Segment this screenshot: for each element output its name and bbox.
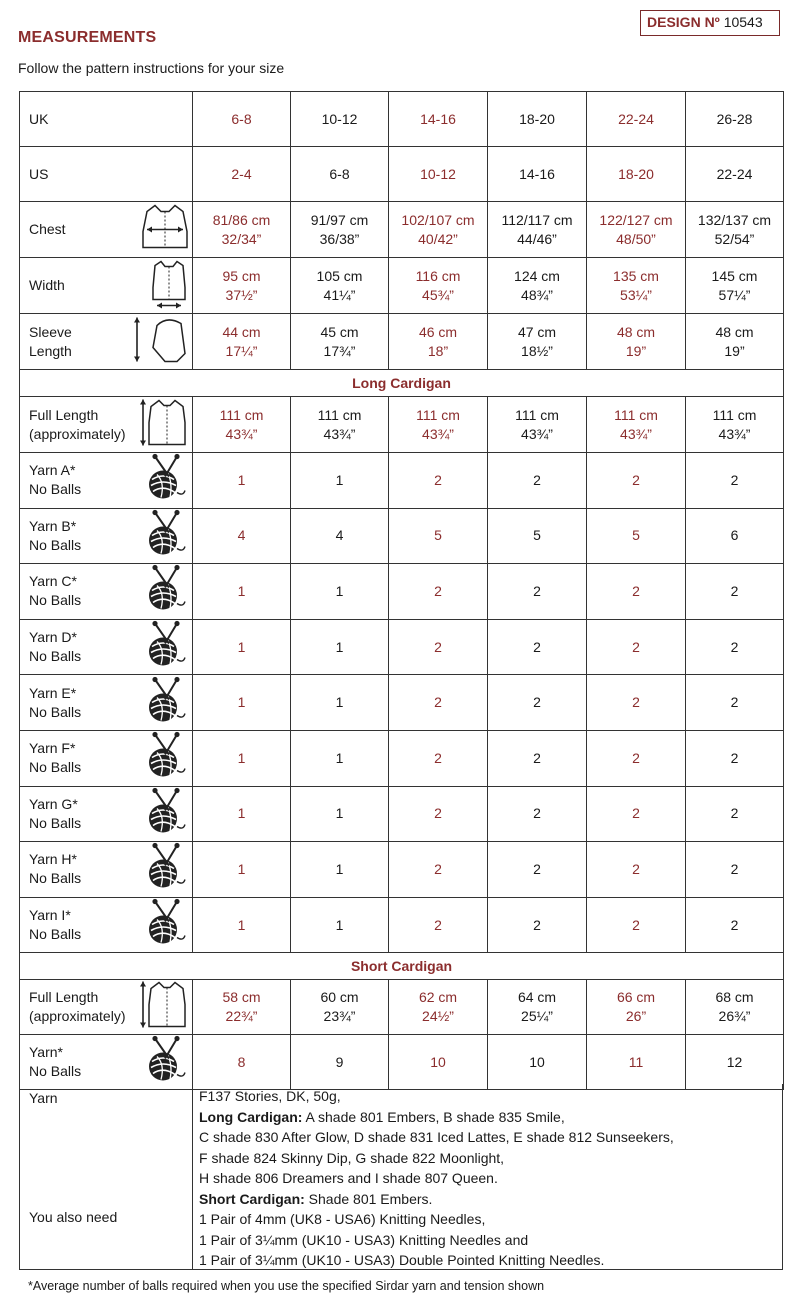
value-inches: 26¾” (718, 1008, 751, 1025)
measurement-cell (686, 980, 784, 1035)
size-value: 1 (291, 675, 389, 731)
us-size-row (20, 147, 784, 202)
value-cm: 111 cm (317, 406, 362, 423)
shades-line: H shade 806 Dreamers and I shade 807 Queen. (199, 1170, 498, 1186)
row-label-text: Yarn D* (29, 629, 77, 646)
row-label (20, 92, 193, 147)
full-length-icon (137, 979, 189, 1036)
yarn-row (20, 508, 784, 564)
yarn-ball-icon (143, 453, 189, 508)
size-value: 2 (587, 675, 686, 731)
value-inches: 18” (427, 342, 449, 359)
yarn-row (20, 675, 784, 731)
size-value: 6-8 (193, 92, 291, 147)
value-cm: 116 cm (415, 267, 461, 284)
row-label-text: Yarn C* (29, 573, 77, 590)
size-value: 5 (587, 508, 686, 564)
row-label (20, 1035, 193, 1090)
size-value: 2 (389, 453, 488, 509)
size-value: 2 (488, 619, 587, 675)
value-cm: 45 cm (320, 323, 359, 340)
value-cm: 91/97 cm (310, 211, 369, 228)
size-value: 2 (488, 897, 587, 953)
value-inches: 25¼” (521, 1008, 553, 1025)
short-full-length-row (20, 980, 784, 1035)
measurement-cell (587, 202, 686, 258)
short-yarn-row (20, 1035, 784, 1090)
design-number: 10543 (723, 14, 763, 30)
row-label (20, 258, 193, 314)
measurement-cell (291, 202, 389, 258)
yarn-ball-icon (143, 898, 189, 953)
yarn-row (20, 730, 784, 786)
chest-measure-icon (141, 201, 189, 258)
measurement-cell (193, 258, 291, 314)
size-value: 1 (193, 564, 291, 620)
row-label-text: No Balls (29, 592, 82, 609)
yarn-ball-icon (143, 675, 189, 730)
row-label (20, 397, 193, 453)
footnote: *Average number of balls required when you use the specified Sirdar yarn and tension shown (28, 1279, 545, 1293)
value-cm: 66 cm (616, 989, 656, 1006)
yarn-ball-icon (143, 731, 189, 786)
yarn-ball-icon (143, 786, 189, 841)
row-label-text: Sleeve (29, 323, 72, 340)
row-label-text: Yarn E* (29, 684, 77, 701)
measurement-cell (587, 397, 686, 453)
measurement-cell (488, 397, 587, 453)
value-inches: 48/50” (616, 230, 656, 247)
row-label-text: UK (29, 110, 49, 127)
size-value: 1 (193, 842, 291, 898)
row-label-text: Yarn A* (29, 462, 76, 479)
size-value: 1 (291, 453, 389, 509)
page-subtitle: Follow the pattern instructions for your size (18, 60, 285, 76)
row-label-text: Width (29, 277, 65, 294)
value-inches: 17¼” (225, 342, 258, 359)
value-inches: 19” (724, 342, 745, 359)
measurements-table (19, 91, 784, 1090)
value-cm: 62 cm (418, 989, 458, 1006)
sleeve-row (20, 314, 784, 370)
size-value: 2 (686, 897, 784, 953)
value-inches: 43¾” (225, 425, 258, 442)
row-label-text: Chest (29, 221, 66, 238)
value-cm: 145 cm (711, 267, 758, 284)
value-inches: 52/54” (714, 230, 755, 247)
row-label-text: Length (29, 342, 72, 359)
short-cardigan-shade: Shade 801 Embers. (304, 1190, 433, 1207)
row-label (20, 508, 193, 564)
measurement-cell (488, 980, 587, 1035)
measurement-cell (389, 980, 488, 1035)
value-inches: 43¾” (323, 425, 356, 442)
value-cm: 46 cm (418, 323, 458, 340)
row-label (20, 786, 193, 842)
value-inches: 43¾” (521, 425, 553, 442)
value-inches: 43¾” (422, 425, 454, 442)
size-value: 2 (389, 564, 488, 620)
yarn-ball-icon (143, 620, 189, 675)
value-cm: 111 cm (712, 406, 757, 423)
size-value: 1 (193, 619, 291, 675)
value-cm: 44 cm (222, 323, 261, 340)
size-value: 22-24 (587, 92, 686, 147)
value-cm: 112/117 cm (501, 211, 573, 228)
row-label-text: No Balls (29, 703, 82, 720)
row-label-text: No Balls (29, 481, 82, 498)
size-value: 1 (193, 453, 291, 509)
value-inches: 23¾” (323, 1008, 356, 1025)
row-label (20, 314, 193, 370)
value-inches: 45¾” (422, 286, 454, 303)
size-value: 1 (291, 897, 389, 953)
size-value: 10-12 (389, 147, 488, 202)
value-inches: 57¼” (718, 286, 751, 303)
size-value: 1 (193, 675, 291, 731)
value-cm: 132/137 cm (697, 211, 772, 228)
size-value: 1 (291, 842, 389, 898)
size-value: 2 (686, 786, 784, 842)
measurement-cell (587, 258, 686, 314)
size-value: 14-16 (389, 92, 488, 147)
size-value: 26-28 (686, 92, 784, 147)
yarn-row (20, 897, 784, 953)
measurement-cell (389, 258, 488, 314)
value-inches: 53¼” (620, 286, 652, 303)
size-value: 2 (587, 842, 686, 898)
size-value: 14-16 (488, 147, 587, 202)
value-cm: 48 cm (715, 323, 754, 340)
value-inches: 41¼” (323, 286, 356, 303)
yarn-row (20, 842, 784, 898)
row-label-text: No Balls (29, 870, 82, 887)
value-inches: 22¾” (225, 1008, 258, 1025)
full-length-icon (137, 396, 189, 453)
size-value: 1 (291, 564, 389, 620)
size-value: 2 (686, 730, 784, 786)
row-label (20, 619, 193, 675)
size-value: 9 (291, 1035, 389, 1090)
shades-line: F shade 824 Skinny Dip, G shade 822 Moonlight, (199, 1149, 505, 1166)
measurement-cell (686, 397, 784, 453)
size-value: 2 (686, 453, 784, 509)
row-label-text: Full Length (29, 406, 99, 423)
yarn-label: Yarn (29, 1090, 58, 1106)
value-inches: 43¾” (718, 425, 751, 442)
chest-row (20, 202, 784, 258)
size-value: 2 (686, 564, 784, 620)
value-cm: 102/107 cm (401, 211, 475, 228)
size-value: 2 (488, 675, 587, 731)
measurement-cell (291, 314, 389, 370)
yarn-ball-icon (143, 508, 189, 563)
short-cardigan-label: Short Cardigan: (199, 1190, 305, 1207)
size-value: 2 (389, 897, 488, 953)
row-label-text: Yarn G* (29, 795, 78, 812)
yarn-ball-icon (143, 564, 189, 619)
size-value: 8 (193, 1035, 291, 1090)
value-inches: 19” (625, 342, 647, 359)
size-value: 18-20 (488, 92, 587, 147)
needles-line: 1 Pair of 3¼mm (UK10 - USA3) Double Pointed Knitting Needles. (199, 1252, 605, 1268)
value-cm: 81/86 cm (212, 211, 271, 228)
size-value: 12 (686, 1035, 784, 1090)
measurement-cell (193, 397, 291, 453)
row-label (20, 453, 193, 509)
short-cardigan-heading-row (20, 953, 784, 980)
materials-text (199, 1086, 674, 1271)
size-value: 2 (686, 619, 784, 675)
width-row (20, 258, 784, 314)
row-label (20, 675, 193, 731)
yarn-row (20, 619, 784, 675)
value-cm: 111 cm (219, 406, 264, 423)
measurement-cell (389, 314, 488, 370)
value-cm: 58 cm (222, 989, 261, 1006)
value-cm: 64 cm (517, 989, 557, 1006)
size-value: 2 (488, 730, 587, 786)
value-inches: 18½” (521, 342, 553, 359)
yarn-ball-icon (143, 842, 189, 897)
short-cardigan-heading: Short Cardigan (20, 953, 784, 980)
size-value: 1 (193, 730, 291, 786)
size-value: 1 (193, 897, 291, 953)
uk-size-row (20, 92, 784, 147)
materials-section (19, 1084, 783, 1270)
value-inches: 37½” (225, 286, 258, 303)
yarn-row (20, 453, 784, 509)
value-inches: 48¾” (521, 286, 553, 303)
value-inches: 40/42” (418, 230, 458, 247)
page-title: MEASUREMENTS (18, 29, 157, 46)
size-value: 2 (488, 786, 587, 842)
row-label-text: Yarn* (29, 1044, 63, 1061)
also-need-label: You also need (29, 1209, 118, 1225)
size-value: 10 (389, 1035, 488, 1090)
value-cm: 111 cm (416, 406, 460, 423)
measurement-cell (488, 202, 587, 258)
value-inches: 44/46” (517, 230, 557, 247)
size-value: 2 (587, 564, 686, 620)
size-value: 2 (587, 453, 686, 509)
size-value: 2 (389, 619, 488, 675)
size-value: 2 (488, 564, 587, 620)
value-cm: 135 cm (613, 267, 659, 284)
row-label-text: Yarn B* (29, 517, 77, 534)
measurement-cell (389, 397, 488, 453)
value-cm: 122/127 cm (599, 211, 673, 228)
size-value: 2 (686, 842, 784, 898)
yarn-line: F137 Stories, DK, 50g, (199, 1088, 341, 1104)
row-label (20, 842, 193, 898)
measurement-cell (686, 202, 784, 258)
size-value: 2 (389, 730, 488, 786)
value-inches: 17¾” (323, 342, 356, 359)
row-label-text: Yarn I* (29, 907, 71, 924)
yarn-row (20, 786, 784, 842)
size-value: 5 (488, 508, 587, 564)
yarn-ball-icon (143, 1035, 189, 1090)
needles-line: 1 Pair of 4mm (UK8 - USA6) Knitting Needles, (199, 1211, 486, 1227)
value-inches: 24½” (422, 1008, 454, 1025)
size-value: 1 (291, 619, 389, 675)
row-label-text: No Balls (29, 648, 82, 665)
design-number-box (640, 10, 780, 36)
value-cm: 48 cm (616, 323, 656, 340)
value-cm: 124 cm (514, 267, 560, 284)
measurement-cell (193, 314, 291, 370)
row-label (20, 202, 193, 258)
row-label (20, 564, 193, 620)
size-value: 1 (193, 786, 291, 842)
row-label-text: (approximately) (29, 1008, 126, 1025)
long-cardigan-heading: Long Cardigan (20, 370, 784, 397)
size-value: 2 (686, 675, 784, 731)
size-value: 2 (488, 453, 587, 509)
row-label-text: No Balls (29, 536, 82, 553)
value-cm: 60 cm (320, 989, 359, 1006)
row-label-text: No Balls (29, 759, 82, 776)
value-inches: 26” (625, 1008, 647, 1025)
size-value: 2 (587, 897, 686, 953)
measurement-cell (291, 258, 389, 314)
size-value: 2-4 (193, 147, 291, 202)
value-cm: 47 cm (517, 323, 557, 340)
size-value: 6-8 (291, 147, 389, 202)
size-value: 2 (389, 842, 488, 898)
measurement-cell (488, 314, 587, 370)
row-label-text: No Balls (29, 926, 82, 943)
row-label (20, 897, 193, 953)
measurement-cell (587, 980, 686, 1035)
row-label-text: No Balls (29, 814, 82, 831)
size-value: 22-24 (686, 147, 784, 202)
needles-line: 1 Pair of 3¼mm (UK10 - USA3) Knitting Needles and (199, 1231, 529, 1248)
size-value: 18-20 (587, 147, 686, 202)
measurement-cell (686, 314, 784, 370)
size-value: 2 (587, 730, 686, 786)
size-value: 10-12 (291, 92, 389, 147)
size-value: 10 (488, 1035, 587, 1090)
measurement-cell (488, 258, 587, 314)
width-measure-icon (149, 257, 189, 314)
long-cardigan-shades: A shade 801 Embers, B shade 835 Smile, (302, 1108, 565, 1125)
measurement-cell (587, 314, 686, 370)
value-cm: 111 cm (614, 406, 658, 423)
measurement-cell (686, 258, 784, 314)
long-full-length-row (20, 397, 784, 453)
value-cm: 68 cm (715, 989, 754, 1006)
size-value: 4 (291, 508, 389, 564)
size-value: 2 (389, 675, 488, 731)
size-value: 5 (389, 508, 488, 564)
value-cm: 95 cm (222, 267, 261, 284)
row-label-text: No Balls (29, 1063, 82, 1080)
row-label-text: Yarn F* (29, 740, 76, 757)
size-value: 2 (587, 619, 686, 675)
value-inches: 36/38” (319, 230, 360, 247)
row-label (20, 147, 193, 202)
measurement-cell (193, 202, 291, 258)
measurement-cell (389, 202, 488, 258)
size-value: 1 (291, 786, 389, 842)
measurement-cell (291, 397, 389, 453)
size-value: 4 (193, 508, 291, 564)
value-cm: 111 cm (515, 406, 559, 423)
size-value: 1 (291, 730, 389, 786)
row-label-text: Full Length (29, 989, 99, 1006)
value-inches: 43¾” (620, 425, 652, 442)
row-label-text: US (29, 165, 49, 182)
measurement-cell (193, 980, 291, 1035)
size-value: 2 (587, 786, 686, 842)
size-value: 2 (488, 842, 587, 898)
value-cm: 105 cm (316, 267, 363, 284)
row-label-text: Yarn H* (29, 851, 77, 868)
design-label: DESIGN Nº (647, 14, 720, 30)
yarn-row (20, 564, 784, 620)
row-label (20, 980, 193, 1035)
value-inches: 32/34” (221, 230, 262, 247)
row-label (20, 730, 193, 786)
row-label-text: (approximately) (29, 425, 126, 442)
long-cardigan-heading-row (20, 370, 784, 397)
sleeve-length-icon (131, 313, 189, 370)
shades-line: C shade 830 After Glow, D shade 831 Iced Lattes, E shade 812 Sunseekers, (199, 1129, 674, 1145)
size-value: 6 (686, 508, 784, 564)
size-value: 2 (389, 786, 488, 842)
size-value: 11 (587, 1035, 686, 1090)
measurement-cell (291, 980, 389, 1035)
long-cardigan-label: Long Cardigan: (199, 1108, 303, 1125)
